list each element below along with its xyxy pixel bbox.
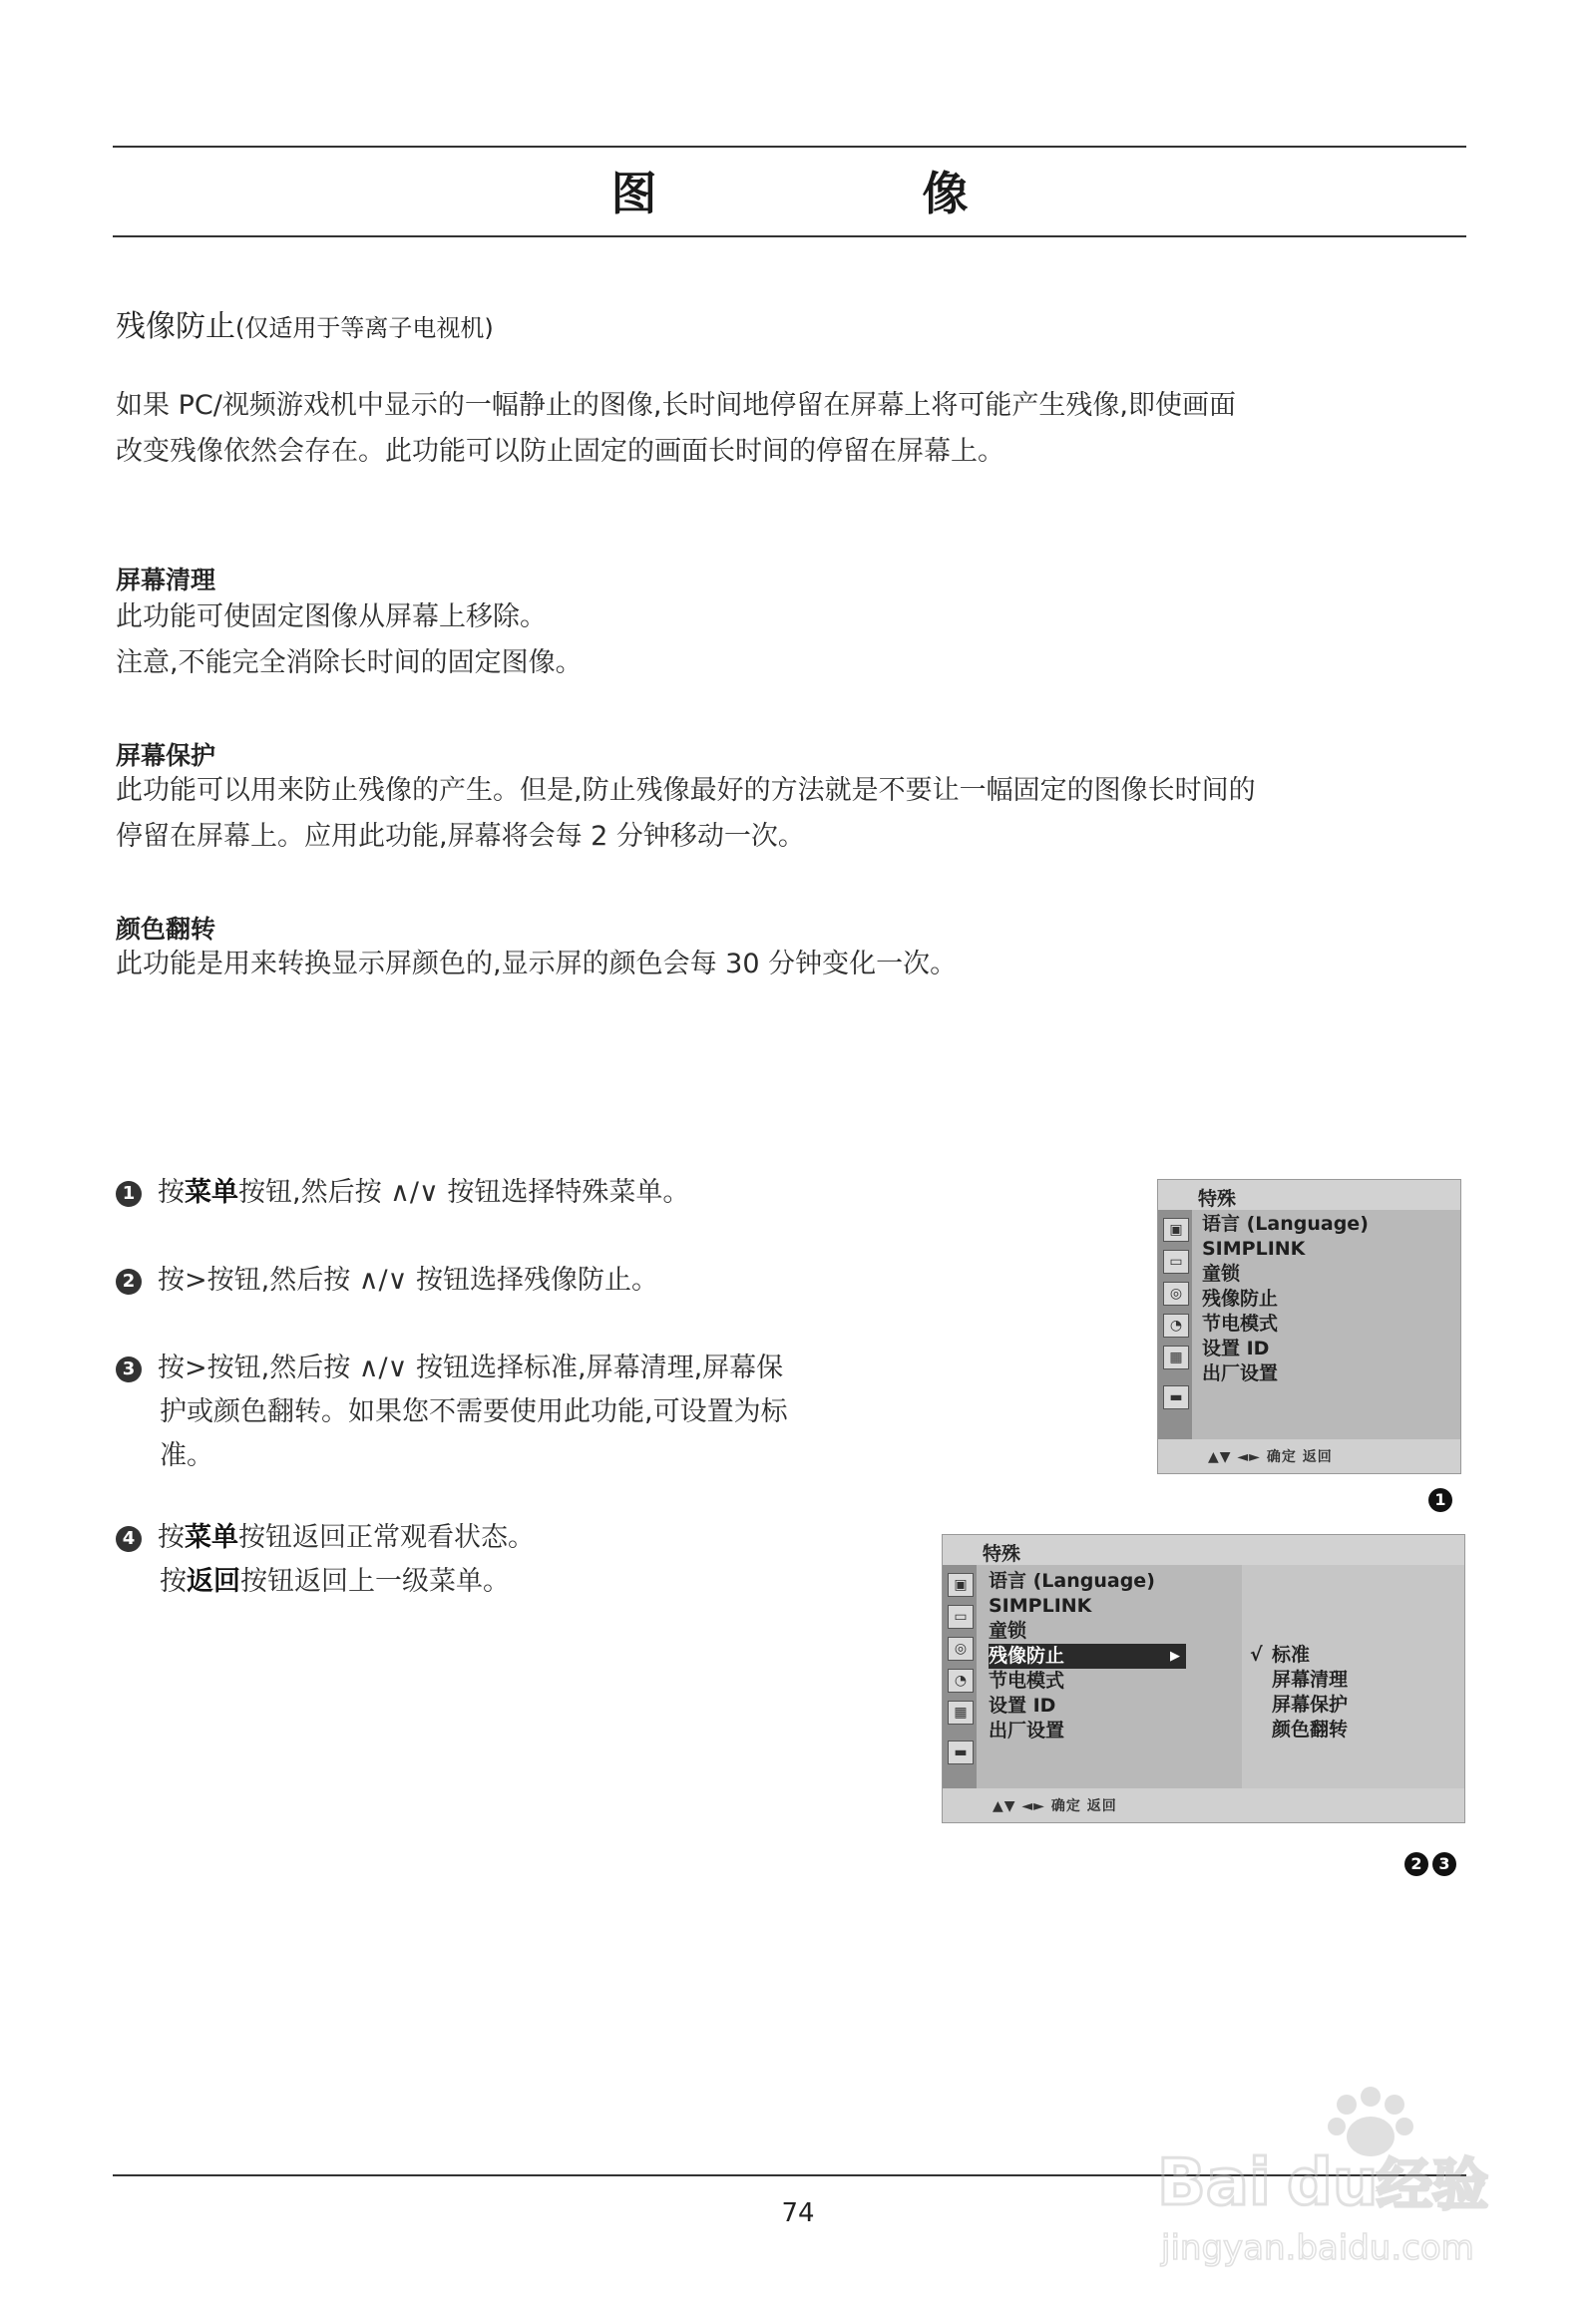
osd-menu-item-selected: 残像防止 ▶ [989,1644,1186,1669]
timer-icon: ◔ [948,1669,974,1693]
osd-menu-item: 出厂设置 [1202,1362,1279,1384]
osd-footer [1158,1439,1460,1473]
header-top-rule [113,146,1466,148]
osd-menu-item: 节电模式 [1202,1313,1279,1335]
intro-paragraph [116,383,1472,475]
feature-text-color-invert [116,942,1472,987]
clock-icon: ◎ [948,1637,974,1661]
feature-line: 此功能可使固定图像从屏幕上移除。 [116,601,547,632]
osd-menu-item: 设置 ID [989,1695,1056,1717]
section-title-note: (仅适用于等离子电视机) [235,314,494,342]
timer-icon: ◔ [1163,1314,1189,1338]
intro-line-2: 改变残像依然会存在。此功能可以防止固定的画面长时间的停留在屏幕上。 [116,436,1004,467]
osd-menu-title: 特殊 [983,1543,1021,1565]
figure-badge: 3 [1432,1852,1456,1876]
input-icon: ▬ [948,1741,974,1764]
feature-line: 停留在屏幕上。应用此功能,屏幕将会每 2 分钟移动一次。 [116,821,805,852]
osd-figure-2 [942,1534,1465,1823]
feature-line: 注意,不能完全消除长时间的固定图像。 [116,647,583,678]
osd-menu-list [1202,1212,1369,1386]
osd-submenu-item: 屏幕清理 [1272,1669,1349,1691]
osd-menu-item: SIMPLINK [989,1595,1092,1617]
osd-submenu-item: 颜色翻转 [1272,1719,1349,1741]
menu-keyword: 菜单 [185,1522,238,1553]
feature-text-screen-saver [116,768,1472,860]
osd-figure-1 [1157,1179,1461,1474]
feature-line: 此功能可以用来防止残像的产生。但是,防止残像最好的方法就是不要让一幅固定的图像长时间的 [116,775,1256,806]
figure-badge: 2 [1404,1852,1428,1876]
step-number: 3 [116,1356,142,1382]
feature-line: 此功能是用来转换显示屏颜色的,显示屏的颜色会每 30 分钟变化一次。 [116,949,958,979]
osd-menu-item: 童锁 [989,1620,1027,1642]
check-icon: √ [1250,1644,1263,1666]
osd-header [943,1535,1464,1565]
option-icon: ▦ [948,1701,974,1725]
svg-text:jingyan.baidu.com: jingyan.baidu.com [1161,2228,1474,2268]
osd-submenu-item: 标准 [1272,1644,1311,1666]
svg-text:du: du [1287,2146,1379,2220]
osd-submenu-item: 屏幕保护 [1272,1694,1349,1716]
baidu-watermark-logo [1137,2075,1516,2284]
osd-menu-item: 出厂设置 [989,1720,1065,1742]
section-title [116,301,494,345]
osd-footer [943,1788,1464,1822]
option-icon: ▦ [1163,1346,1189,1369]
osd-menu-item: 设置 ID [1202,1338,1270,1359]
osd-menu-item: 童锁 [1202,1263,1241,1285]
osd-menu-item: 残像防止 [1202,1288,1279,1310]
step-2: 2 按>按钮,然后按 ∧/∨ 按钮选择残像防止。 [116,1259,914,1303]
osd-header [1158,1180,1460,1210]
feature-heading-color-invert: 颜色翻转 [116,915,216,944]
intro-line-1: 如果 PC/视频游戏机中显示的一幅静止的图像,长时间地停留在屏幕上将可能产生残像,即使画面 [116,390,1236,421]
menu-keyword: 菜单 [185,1177,238,1208]
osd-icon-bar [943,1565,977,1788]
osd-submenu [1242,1565,1464,1788]
section-title-text: 残像防止 [116,309,235,344]
osd-menu-item: 语言 (Language) [1202,1213,1369,1235]
feature-text-screen-clean [116,594,1472,686]
audio-icon: ▭ [1163,1250,1189,1274]
svg-text:经验: 经验 [1377,2153,1488,2218]
osd-menu-title: 特殊 [1198,1188,1237,1210]
arrow-right-icon: ▶ [1170,1649,1180,1664]
osd-menu-item: 节电模式 [989,1670,1065,1692]
feature-heading-screen-saver: 屏幕保护 [116,741,216,770]
step-number: 2 [116,1269,142,1295]
page-number: 74 [781,2198,815,2228]
input-icon: ▬ [1163,1385,1189,1409]
figure-badge: 1 [1428,1488,1452,1512]
step-4: 4 按菜单按钮返回正常观看状态。 按返回按钮返回上一级菜单。 [116,1516,914,1604]
step-number: 4 [116,1526,142,1552]
svg-text:Bai: Bai [1157,2146,1271,2220]
osd-icon-bar [1158,1210,1192,1439]
page-title: 图 像 [610,167,1078,220]
step-3: 3 按>按钮,然后按 ∧/∨ 按钮选择标准,屏幕清理,屏幕保 护或颜色翻转。如果您不需要使用此功能,可设置为标 准。 [116,1347,914,1478]
header-bottom-rule [113,235,1466,237]
osd-menu-item: 语言 (Language) [989,1570,1155,1592]
step-number: 1 [116,1181,142,1207]
osd-footer-hint: ▲▼ ◄► 确定 返回 [1208,1449,1333,1465]
osd-menu-list [989,1569,1186,1743]
picture-icon: ▣ [948,1573,974,1597]
osd-menu-item: SIMPLINK [1202,1238,1306,1260]
audio-icon: ▭ [948,1605,974,1629]
feature-heading-screen-clean: 屏幕清理 [116,566,216,594]
clock-icon: ◎ [1163,1282,1189,1306]
step-1: 1 按菜单按钮,然后按 ∧/∨ 按钮选择特殊菜单。 [116,1171,914,1215]
return-keyword: 返回 [187,1566,240,1597]
osd-footer-hint: ▲▼ ◄► 确定 返回 [993,1798,1117,1814]
picture-icon: ▣ [1163,1218,1189,1242]
